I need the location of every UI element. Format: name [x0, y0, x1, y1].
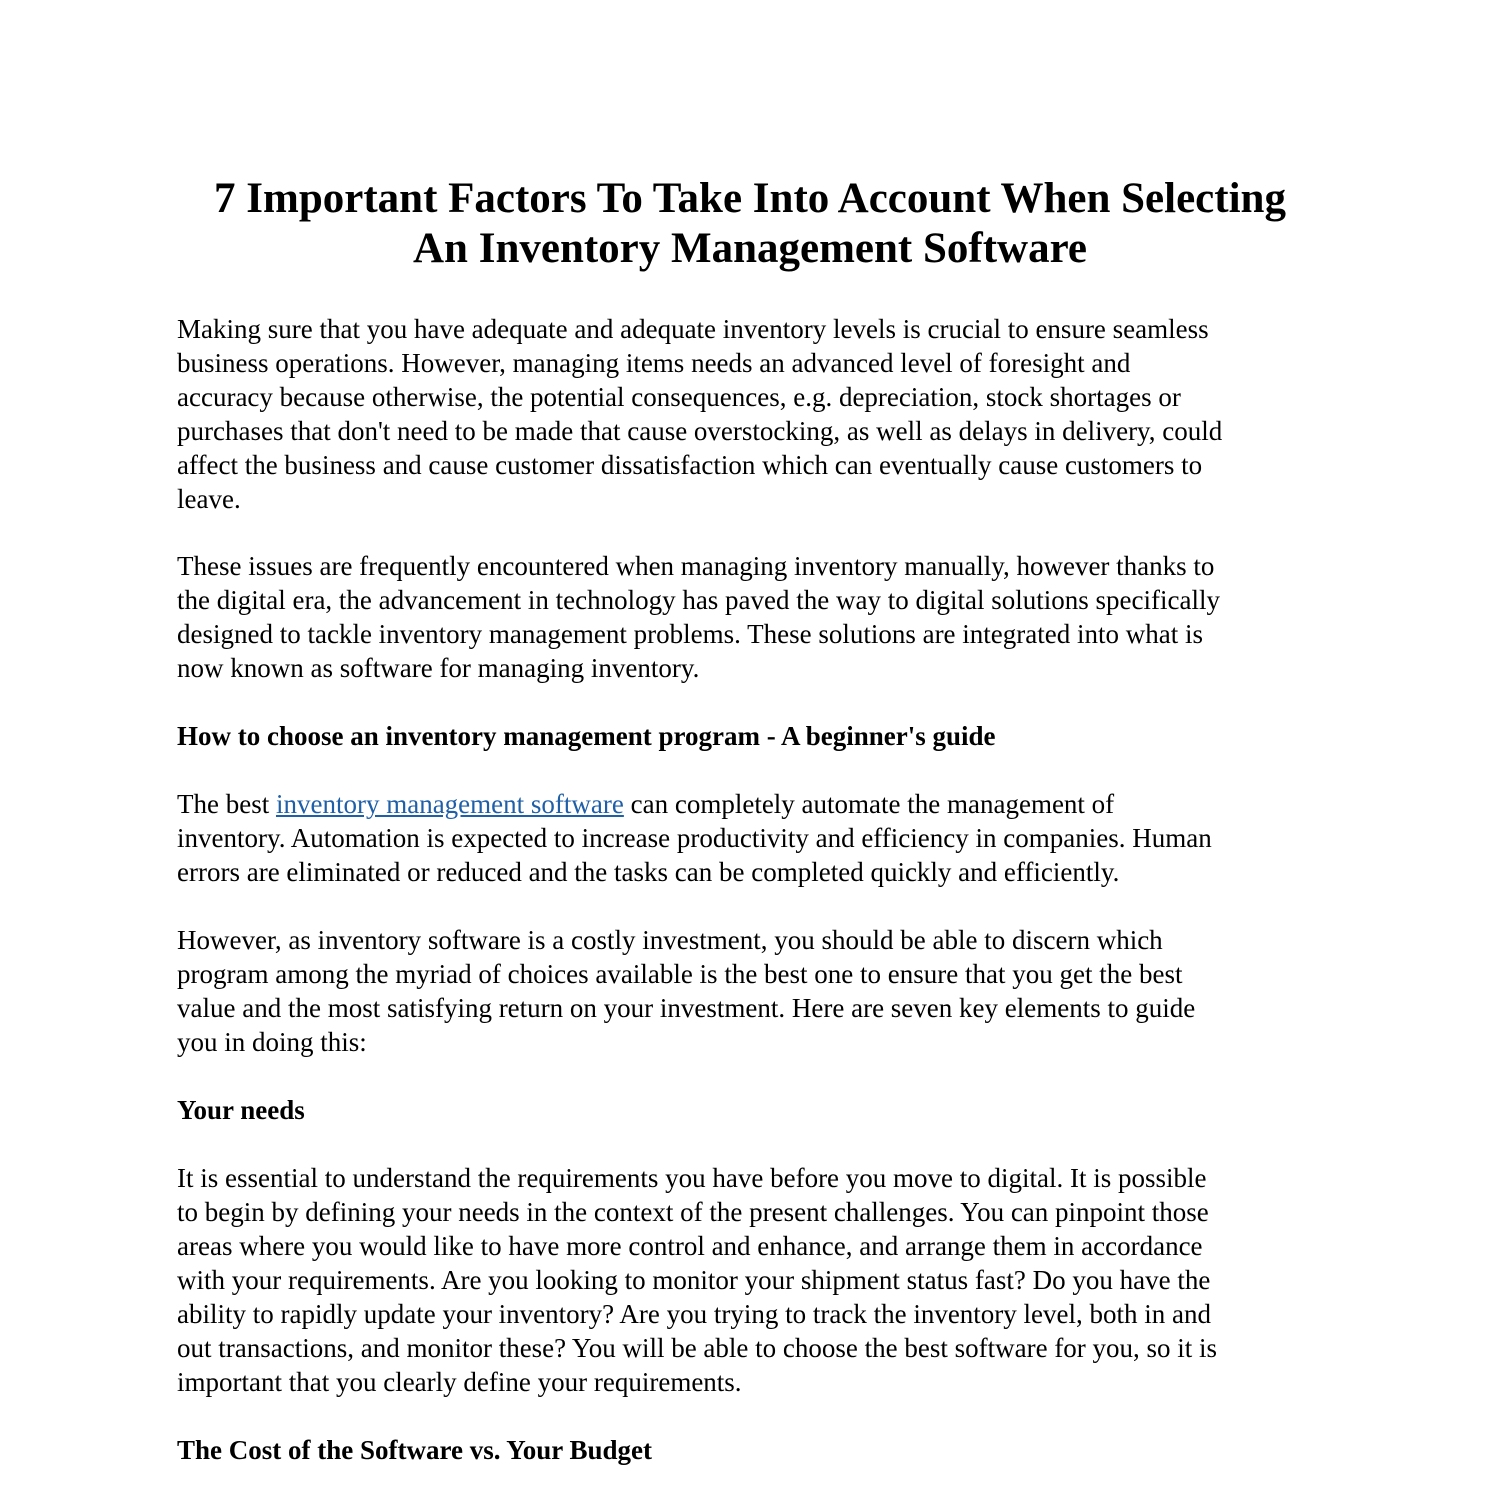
paragraph-line: you in doing this:: [177, 1027, 367, 1057]
paragraph-line: areas where you would like to have more control and enhance, and arrange them in accordance: [177, 1231, 1203, 1261]
paragraph-line: designed to tackle inventory management problems. These solutions are integrated into what is: [177, 619, 1203, 649]
title-line: 7 Important Factors To Take Into Account When Selecting: [214, 175, 1286, 222]
link-lead-text: The best: [177, 789, 276, 819]
digital-era-paragraph: [177, 549, 1323, 685]
paragraph-line: It is essential to understand the requirements you have before you move to digital. It is possible: [177, 1163, 1207, 1193]
paragraph-line: now known as software for managing inventory.: [177, 653, 700, 683]
paragraph-line: accuracy because otherwise, the potential consequences, e.g. depreciation, stock shortages or: [177, 382, 1181, 412]
paragraph-line: affect the business and cause customer dissatisfaction which can eventually cause customers to: [177, 450, 1203, 480]
title-line: An Inventory Management Software: [413, 225, 1087, 272]
section-heading-guide: How to choose an inventory management program - A beginner's guide: [177, 721, 996, 751]
paragraph-line: value and the most satisfying return on your investment. Here are seven key elements to guide: [177, 993, 1196, 1023]
paragraph-line: business operations. However, managing items needs an advanced level of foresight and: [177, 348, 1131, 378]
paragraph-line: errors are eliminated or reduced and the tasks can be completed quickly and efficiently.: [177, 857, 1120, 887]
section-heading-cost: The Cost of the Software vs. Your Budget: [177, 1435, 653, 1465]
paragraph-line: leave.: [177, 484, 241, 514]
paragraph-line: out transactions, and monitor these? You will be able to choose the best software for you, so it is: [177, 1333, 1218, 1363]
paragraph-line: However, as inventory software is a costly investment, you should be able to discern which: [177, 925, 1163, 955]
paragraph-line: with your requirements. Are you looking to monitor your shipment status fast? Do you have the: [177, 1265, 1211, 1295]
paragraph-line: ability to rapidly update your inventory? Are you trying to track the inventory level, both in and: [177, 1299, 1212, 1329]
section-heading-needs: Your needs: [177, 1095, 305, 1125]
paragraph-line: important that you clearly define your requirements.: [177, 1367, 742, 1397]
paragraph-line: inventory. Automation is expected to increase productivity and efficiency in companies. Human: [177, 823, 1212, 853]
paragraph-line: These issues are frequently encountered when managing inventory manually, however thanks to: [177, 551, 1215, 581]
paragraph-line: the digital era, the advancement in technology has paved the way to digital solutions specifically: [177, 585, 1220, 615]
paragraph-line: purchases that don't need to be made that cause overstocking, as well as delays in delivery, could: [177, 416, 1223, 446]
paragraph-line: [177, 787, 1323, 821]
link-trail-text: can completely automate the management of: [623, 789, 1115, 819]
investment-paragraph: [177, 923, 1323, 1059]
best-software-paragraph: [177, 787, 1323, 889]
paragraph-line: Making sure that you have adequate and adequate inventory levels is crucial to ensure seamless: [177, 314, 1209, 344]
article-title: [177, 174, 1323, 274]
needs-paragraph: [177, 1161, 1323, 1399]
paragraph-line: program among the myriad of choices available is the best one to ensure that you get the best: [177, 959, 1183, 989]
intro-paragraph: [177, 312, 1323, 516]
paragraph-line: to begin by defining your needs in the context of the present challenges. You can pinpoint those: [177, 1197, 1209, 1227]
inventory-software-link[interactable]: inventory management software: [275, 789, 624, 819]
